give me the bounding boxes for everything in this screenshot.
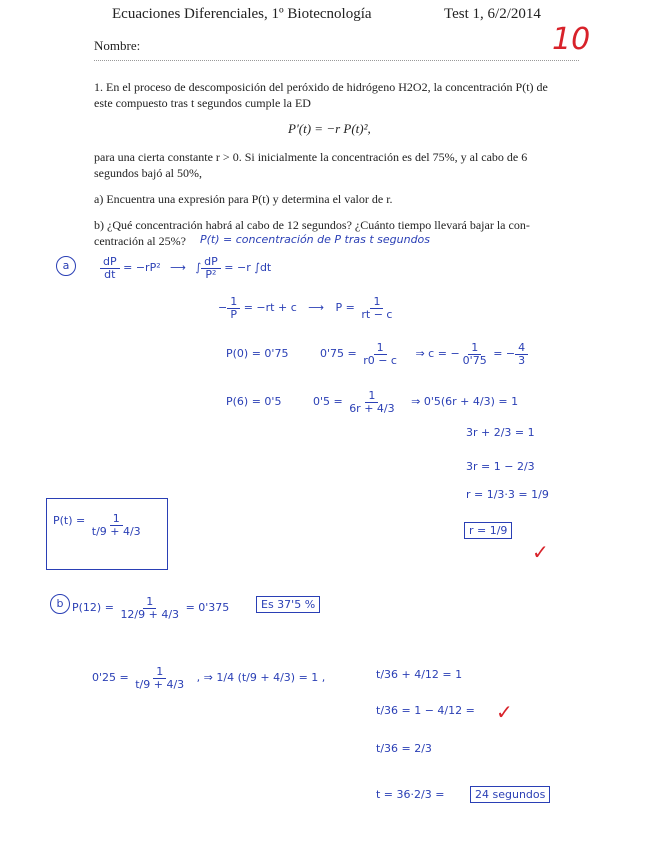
b5-result-box: 24 segundos: [470, 786, 550, 803]
answer-a-line-1: $\frac{dP}{dt}$ = −rP² ⟶ ∫ $\frac{dP}{\text{P²}}$ = −r ∫dt: [100, 256, 271, 280]
part-a-label: a: [56, 256, 76, 276]
answer-b-line-4: t/36 = 1 − 4/12 =: [376, 704, 475, 717]
problem-line-2: este compuesto tras t segundos cumple la ED: [94, 96, 311, 110]
part-b-label: b: [50, 594, 70, 614]
answer-a-line-5: 3r + 2/3 = 1: [466, 426, 535, 439]
p-result-box: P(t) = $\frac{1}{t/9 + 4/3}$: [46, 498, 168, 570]
answer-b-line-2: 0'25 = $\frac{1}{t/9 + 4/3}$ , ⇒ 1/4 (t/9 + 4/3) = 1 ,: [92, 665, 326, 691]
answer-definition: P(t) = concentración de P tras t segundos: [200, 233, 431, 246]
answer-b-line-3: t/36 + 4/12 = 1: [376, 668, 463, 681]
answer-a-line-3: P(0) = 0'75 0'75 = $\frac{1}{r0 - c}$ ⇒ c = − $\frac{1}{0'75}$ = − $\frac{4}{3}$: [226, 342, 528, 366]
answer-b-line-5: t/36 = 2/3: [376, 742, 432, 755]
answer-a-line-7: r = 1/3·3 = 1/9: [466, 488, 549, 501]
grade: 10: [552, 22, 591, 57]
problem-part-a: a) Encuentra una expresión para P(t) y determina el valor de r.: [94, 192, 393, 206]
answer-b-line-1: P(12) = $\frac{1}{12/9 + 4/3}$ = 0'375: [72, 595, 230, 621]
name-label: Nombre:: [94, 38, 141, 53]
b1-result-box: Es 37'5 %: [256, 596, 320, 613]
problem-line-3: para una cierta constante r > 0. Si inicialmente la concentración es del 75%, y al cabo de 6: [94, 150, 528, 164]
problem-line-1: 1. En el proceso de descomposición del peróxido de hidrógeno H2O2, la concentración P(t) de: [94, 80, 548, 94]
problem-line-4: segundos bajó al 50%,: [94, 166, 202, 180]
name-line: [94, 60, 579, 61]
problem-part-b-2: centración al 25%?: [94, 234, 186, 248]
answer-a-line-6: 3r = 1 − 2/3: [466, 460, 535, 473]
answer-b-line-6: t = 36·2/3 =: [376, 788, 445, 801]
answer-a-line-2: − $\frac{1}{P}$ = −rt + c ⟶ P = $\frac{1}{rt - c}$: [218, 295, 393, 321]
problem-equation: P′(t) = −r P(t)²,: [288, 121, 371, 136]
doc-title: Ecuaciones Diferenciales, 1º Biotecnología: [112, 6, 372, 22]
check-mark-a: ✓: [532, 540, 549, 564]
r-result-box: r = 1/9: [464, 522, 512, 539]
test-date: Test 1, 6/2/2014: [444, 6, 541, 22]
check-mark-b: ✓: [496, 700, 513, 724]
answer-a-line-4: P(6) = 0'5 0'5 = $\frac{1}{6r + 4/3}$ ⇒ 0'5(6r + 4/3) = 1: [226, 389, 519, 415]
problem-part-b-1: b) ¿Qué concentración habrá al cabo de 12 segundos? ¿Cuánto tiempo llevará bajar la con-: [94, 218, 530, 232]
